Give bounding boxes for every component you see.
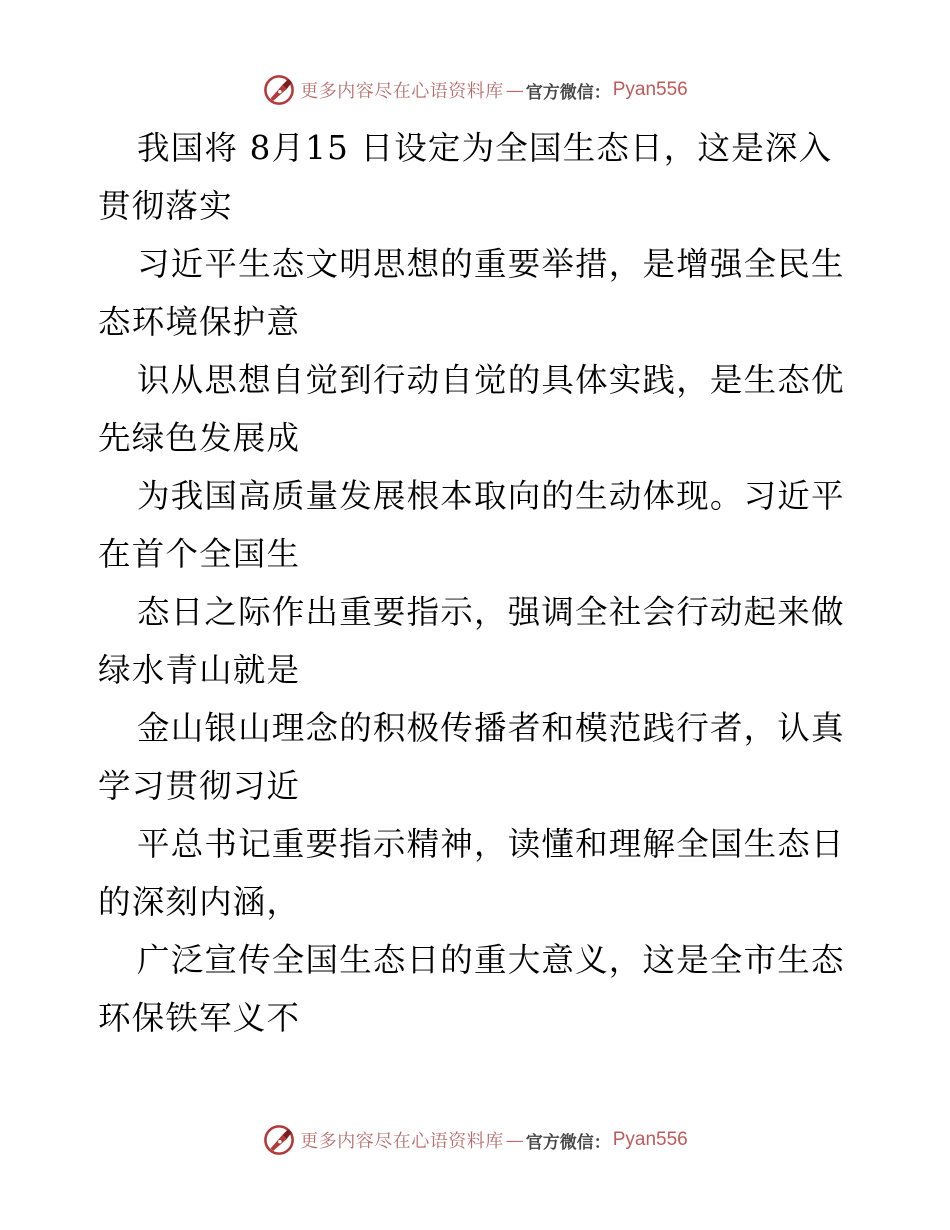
banner-dash: —	[505, 79, 524, 101]
paragraph: 识从思想自觉到行动自觉的具体实践，是生态优先绿色发展成	[98, 361, 845, 457]
paragraph: 习近平生态文明思想的重要举措，是增强全民生态环境保护意	[98, 245, 845, 341]
paragraph: 我国将 8月15 日设定为全国生态日，这是深入贯彻落实	[98, 129, 833, 225]
banner-text: 更多内容尽在心语资料库	[300, 81, 504, 102]
paragraph: 平总书记重要指示精神，读懂和理解全国生态日的深刻内涵，	[98, 825, 845, 921]
footer-banner	[0, 1122, 950, 1158]
banner-text: 更多内容尽在心语资料库	[300, 1131, 504, 1152]
paragraph: 态日之际作出重要指示，强调全社会行动起来做绿水青山就是	[98, 593, 845, 689]
banner-dash: —	[505, 1129, 524, 1151]
banner-wechat-id: Pyan556	[612, 79, 688, 100]
banner-official-label: 官方微信：	[525, 82, 611, 103]
banner-official-label: 官方微信：	[525, 1132, 611, 1153]
paragraph: 广泛宣传全国生态日的重大意义，这是全市生态环保铁军义不	[98, 941, 845, 1037]
pen-nib-logo-icon	[262, 1123, 296, 1157]
paragraph: 金山银山理念的积极传播者和模范践行者，认真学习贯彻习近	[98, 709, 845, 805]
pen-nib-logo-icon	[262, 73, 296, 107]
banner-wechat-id: Pyan556	[612, 1129, 688, 1150]
header-banner	[0, 72, 950, 108]
document-body	[98, 119, 858, 1047]
paragraph: 为我国高质量发展根本取向的生动体现。习近平在首个全国生	[98, 477, 845, 573]
